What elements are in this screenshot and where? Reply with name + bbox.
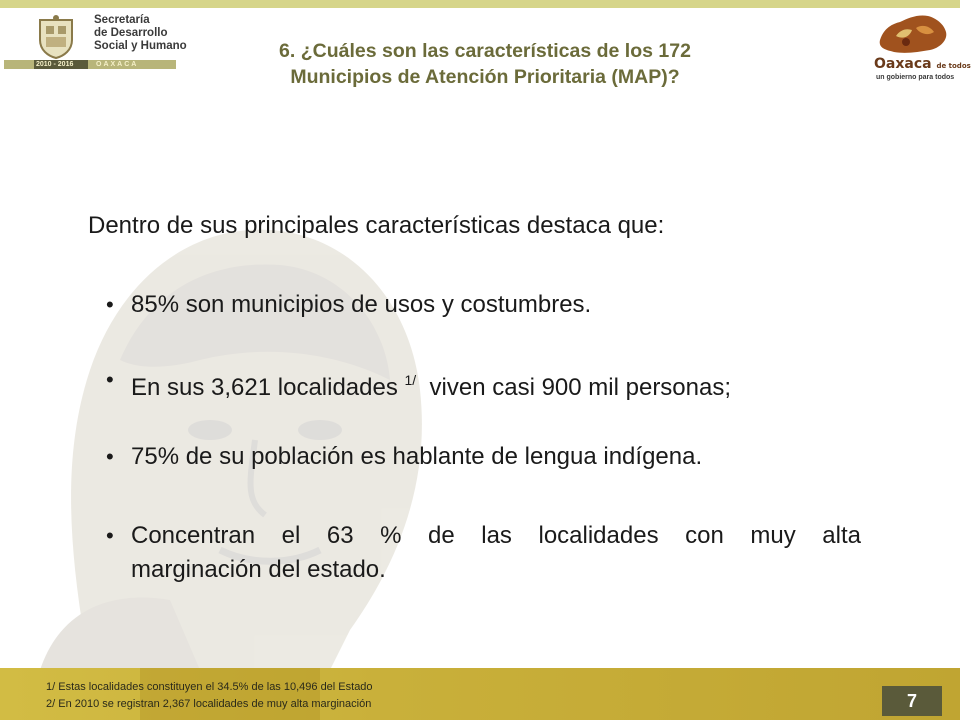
footnote-ref: 1/: [404, 372, 417, 388]
bullet-dot: •: [106, 367, 114, 392]
bullet-text: [131, 363, 731, 405]
word: el: [281, 522, 301, 549]
word: de: [428, 522, 455, 549]
word: Concentran: [131, 522, 256, 549]
logo-state: OAXACA: [96, 61, 139, 68]
oaxaca-map-icon: [876, 10, 950, 56]
footnote-1: 1/ Estas localidades constituyen el 34.5% de las 10,496 del Estado: [46, 681, 373, 693]
brand-tagline: un gobierno para todos: [876, 74, 955, 81]
word: alta: [822, 522, 861, 549]
oaxaca-de-todos-logo: [868, 10, 971, 92]
word: muy: [750, 522, 796, 549]
slide-title-line2: Municipios de Atención Prioritaria (MAP)?: [290, 66, 680, 88]
org-name-line: Secretaría: [94, 14, 150, 26]
coat-of-arms-icon: [34, 14, 78, 60]
bullet-text: 75% de su población es hablante de lengua indígena.: [131, 443, 703, 470]
brand-name: [874, 56, 971, 72]
slide-title-line1: 6. ¿Cuáles son las características de los 172: [279, 40, 691, 62]
org-name: [94, 14, 187, 53]
bullet-text-line1: [131, 519, 861, 553]
footnote-2: 2/ En 2010 se registran 2,367 localidades de muy alta marginación: [46, 698, 372, 710]
brand-name-suffix: de todos: [936, 62, 971, 70]
org-name-line: Social y Humano: [94, 40, 187, 52]
org-name-line: de Desarrollo: [94, 27, 168, 39]
bullet-text-before: En sus 3,621 localidades: [131, 374, 405, 401]
top-accent-bar: [0, 0, 960, 8]
bullet-text-line2: marginación del estado.: [131, 556, 386, 583]
brand-name-main: Oaxaca: [874, 56, 932, 72]
logo-band: [4, 60, 176, 69]
word: localidades: [538, 522, 659, 549]
page-number: 7: [882, 686, 942, 716]
slide-title: [210, 38, 760, 90]
secretaria-logo: [4, 10, 187, 72]
bullet-dot: •: [106, 292, 114, 317]
bullet-item: [131, 519, 861, 587]
word: con: [685, 522, 724, 549]
bullet-text-after: viven casi 900 mil personas;: [416, 374, 732, 401]
intro-text: Dentro de sus principales características destaca que:: [88, 212, 665, 239]
word: las: [481, 522, 512, 549]
word: %: [380, 522, 402, 549]
logo-years: 2010 - 2016: [36, 61, 74, 68]
footer-band: [140, 668, 320, 720]
word: 63: [326, 522, 354, 549]
bullet-dot: •: [106, 444, 114, 469]
bullet-dot: •: [106, 523, 114, 548]
bullet-text: 85% son municipios de usos y costumbres.: [131, 291, 592, 318]
